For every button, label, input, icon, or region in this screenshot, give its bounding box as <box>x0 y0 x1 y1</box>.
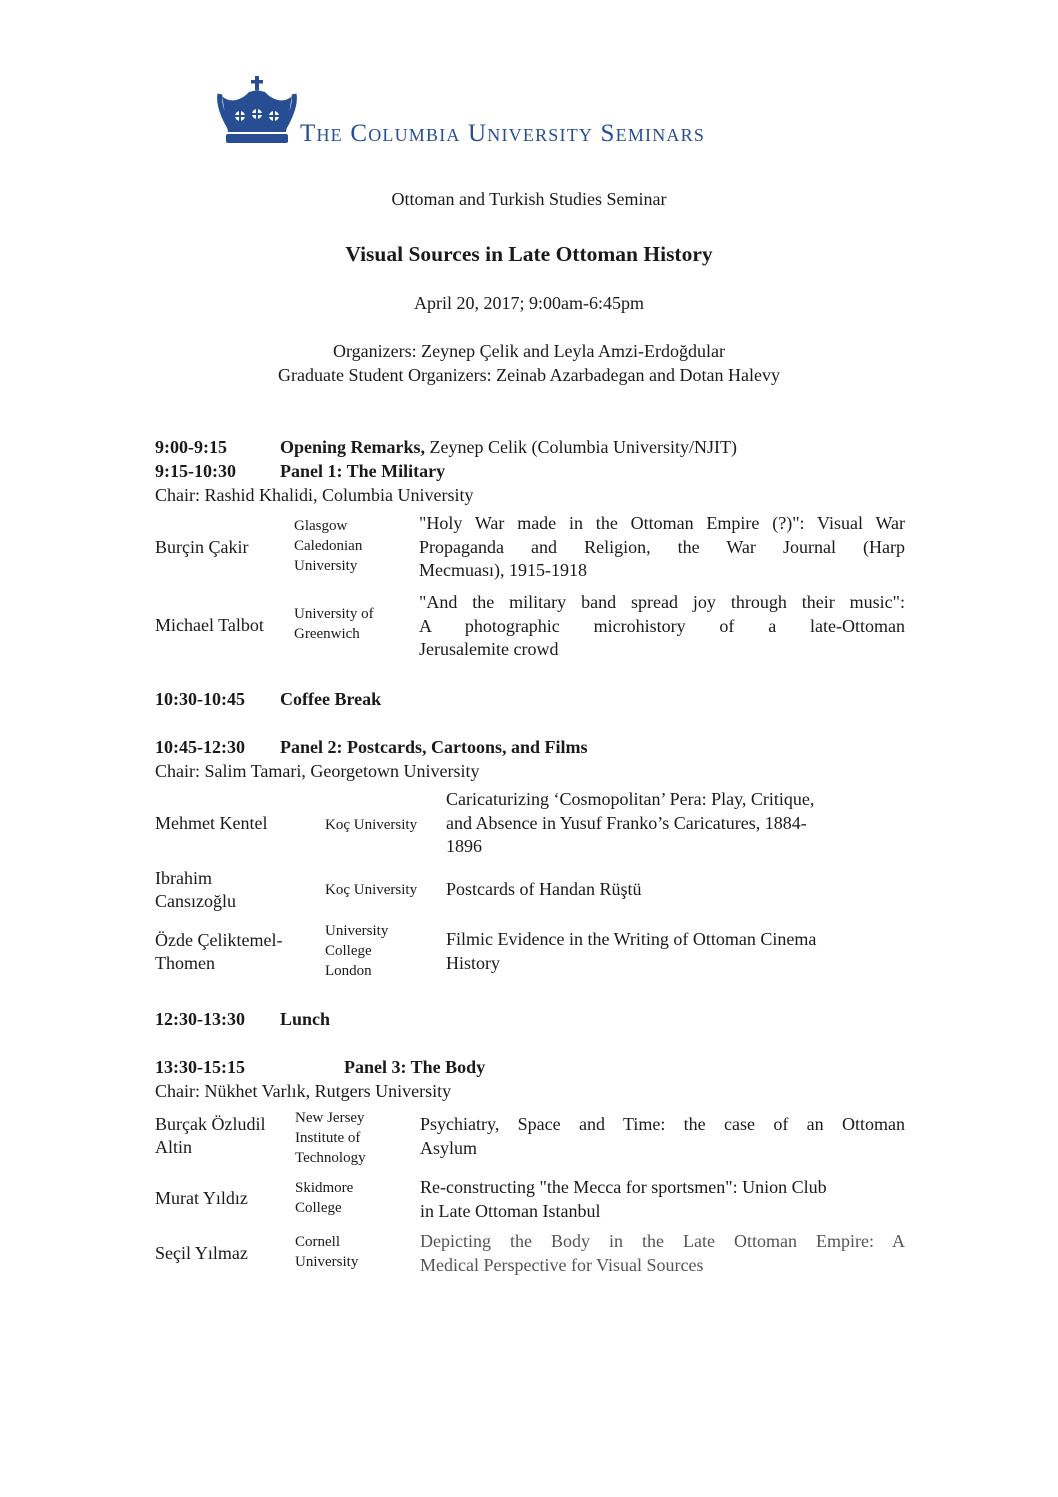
speaker-name: Burçak Özludil Altin <box>155 1114 266 1157</box>
talk-title: Caricaturizing ‘Cosmopolitan’ Pera: Play, Critique, and Absence in Yusuf Franko’s Caricatures, 1884- 1896 <box>446 789 815 856</box>
event-date: April 20, 2017; 9:00am-6:45pm <box>414 293 644 313</box>
opening-detail: Zeynep Celik (Columbia University/NJIT) <box>429 437 737 457</box>
panel2-chair: Chair: Salim Tamari, Georgetown University <box>155 761 480 781</box>
speaker-name: Ibrahim Cansızoğlu <box>155 868 236 911</box>
talk-row <box>155 788 905 860</box>
talk-row <box>155 512 905 582</box>
event-title: Visual Sources in Late Ottoman History <box>345 242 713 266</box>
panel2-time: 10:45-12:30 <box>155 737 245 757</box>
panel1-title: Panel 1: The Military <box>280 461 446 481</box>
speaker-name: Mehmet Kentel <box>155 813 268 833</box>
talk-row <box>155 867 905 917</box>
talk-title: Re-constructing "the Mecca for sportsmen": Union Club in Late Ottoman Istanbul <box>420 1177 827 1221</box>
talk-title: Psychiatry, Space and Time: the case of an Ottoman Asylum <box>420 1114 905 1158</box>
talk-title: Postcards of Handan Rüştü <box>446 879 642 899</box>
affiliation: Skidmore College <box>295 1180 354 1216</box>
talk-title: Filmic Evidence in the Writing of Ottoman Cinema History <box>446 929 817 973</box>
panel3-chair: Chair: Nükhet Varlık, Rutgers University <box>155 1081 452 1101</box>
speaker-name: Seçil Yılmaz <box>155 1243 248 1263</box>
coffee-title: Coffee Break <box>280 689 382 709</box>
affiliation: New Jersey Institute of Technology <box>295 1110 366 1166</box>
talk-title: "Holy War made in the Ottoman Empire (?)": Visual War Propaganda and Religion, the War Journal (Harp Mecmuası), 1915-1918 <box>419 513 905 580</box>
talk-row <box>155 591 905 661</box>
opening-line <box>280 437 737 458</box>
affiliation: Glasgow Caledonian University <box>294 518 363 574</box>
speaker-name: Michael Talbot <box>155 615 264 635</box>
panel2-title: Panel 2: Postcards, Cartoons, and Films <box>280 737 588 757</box>
organizers: Organizers: Zeynep Çelik and Leyla Amzi-Erdoğdular <box>332 341 726 361</box>
panel3-title: Panel 3: The Body <box>344 1057 486 1077</box>
panel3-time: 13:30-15:15 <box>155 1057 245 1077</box>
affiliation: University College London <box>325 923 389 979</box>
talk-row <box>155 1175 905 1225</box>
talk-title: "And the military band spread joy through their music": A photographic microhistory of a late-Ottoman Jerusalemite crowd <box>419 592 905 659</box>
coffee-time: 10:30-10:45 <box>155 689 245 709</box>
speaker-name: Burçin Çakir <box>155 537 249 557</box>
affiliation: Koç University <box>325 817 418 833</box>
talk-row <box>155 923 905 985</box>
opening-title: Opening Remarks, <box>280 437 426 457</box>
crown-icon <box>216 74 298 150</box>
speaker-name: Özde Çeliktemel- Thomen <box>155 930 283 973</box>
affiliation: Koç University <box>325 882 418 898</box>
logo-text: The Columbia University Seminars <box>300 120 706 147</box>
talk-title: Depicting the Body in the Late Ottoman Empire: A Medical Perspective for Visual Sources <box>420 1231 905 1275</box>
seminar-name: Ottoman and Turkish Studies Seminar <box>391 189 667 209</box>
lunch-title: Lunch <box>280 1009 331 1029</box>
graduate-organizers: Graduate Student Organizers: Zeinab Azarbadegan and Dotan Halevy <box>278 365 780 385</box>
columbia-seminars-logo <box>216 74 856 164</box>
talk-row <box>155 1108 905 1168</box>
lunch-time: 12:30-13:30 <box>155 1009 245 1029</box>
opening-time: 9:00-9:15 <box>155 437 227 457</box>
affiliation: University of Greenwich <box>294 606 374 642</box>
panel1-chair: Chair: Rashid Khalidi, Columbia University <box>155 485 474 505</box>
panel1-time: 9:15-10:30 <box>155 461 236 481</box>
speaker-name: Murat Yıldız <box>155 1188 248 1208</box>
affiliation: Cornell University <box>295 1234 359 1270</box>
talk-row <box>155 1229 905 1279</box>
